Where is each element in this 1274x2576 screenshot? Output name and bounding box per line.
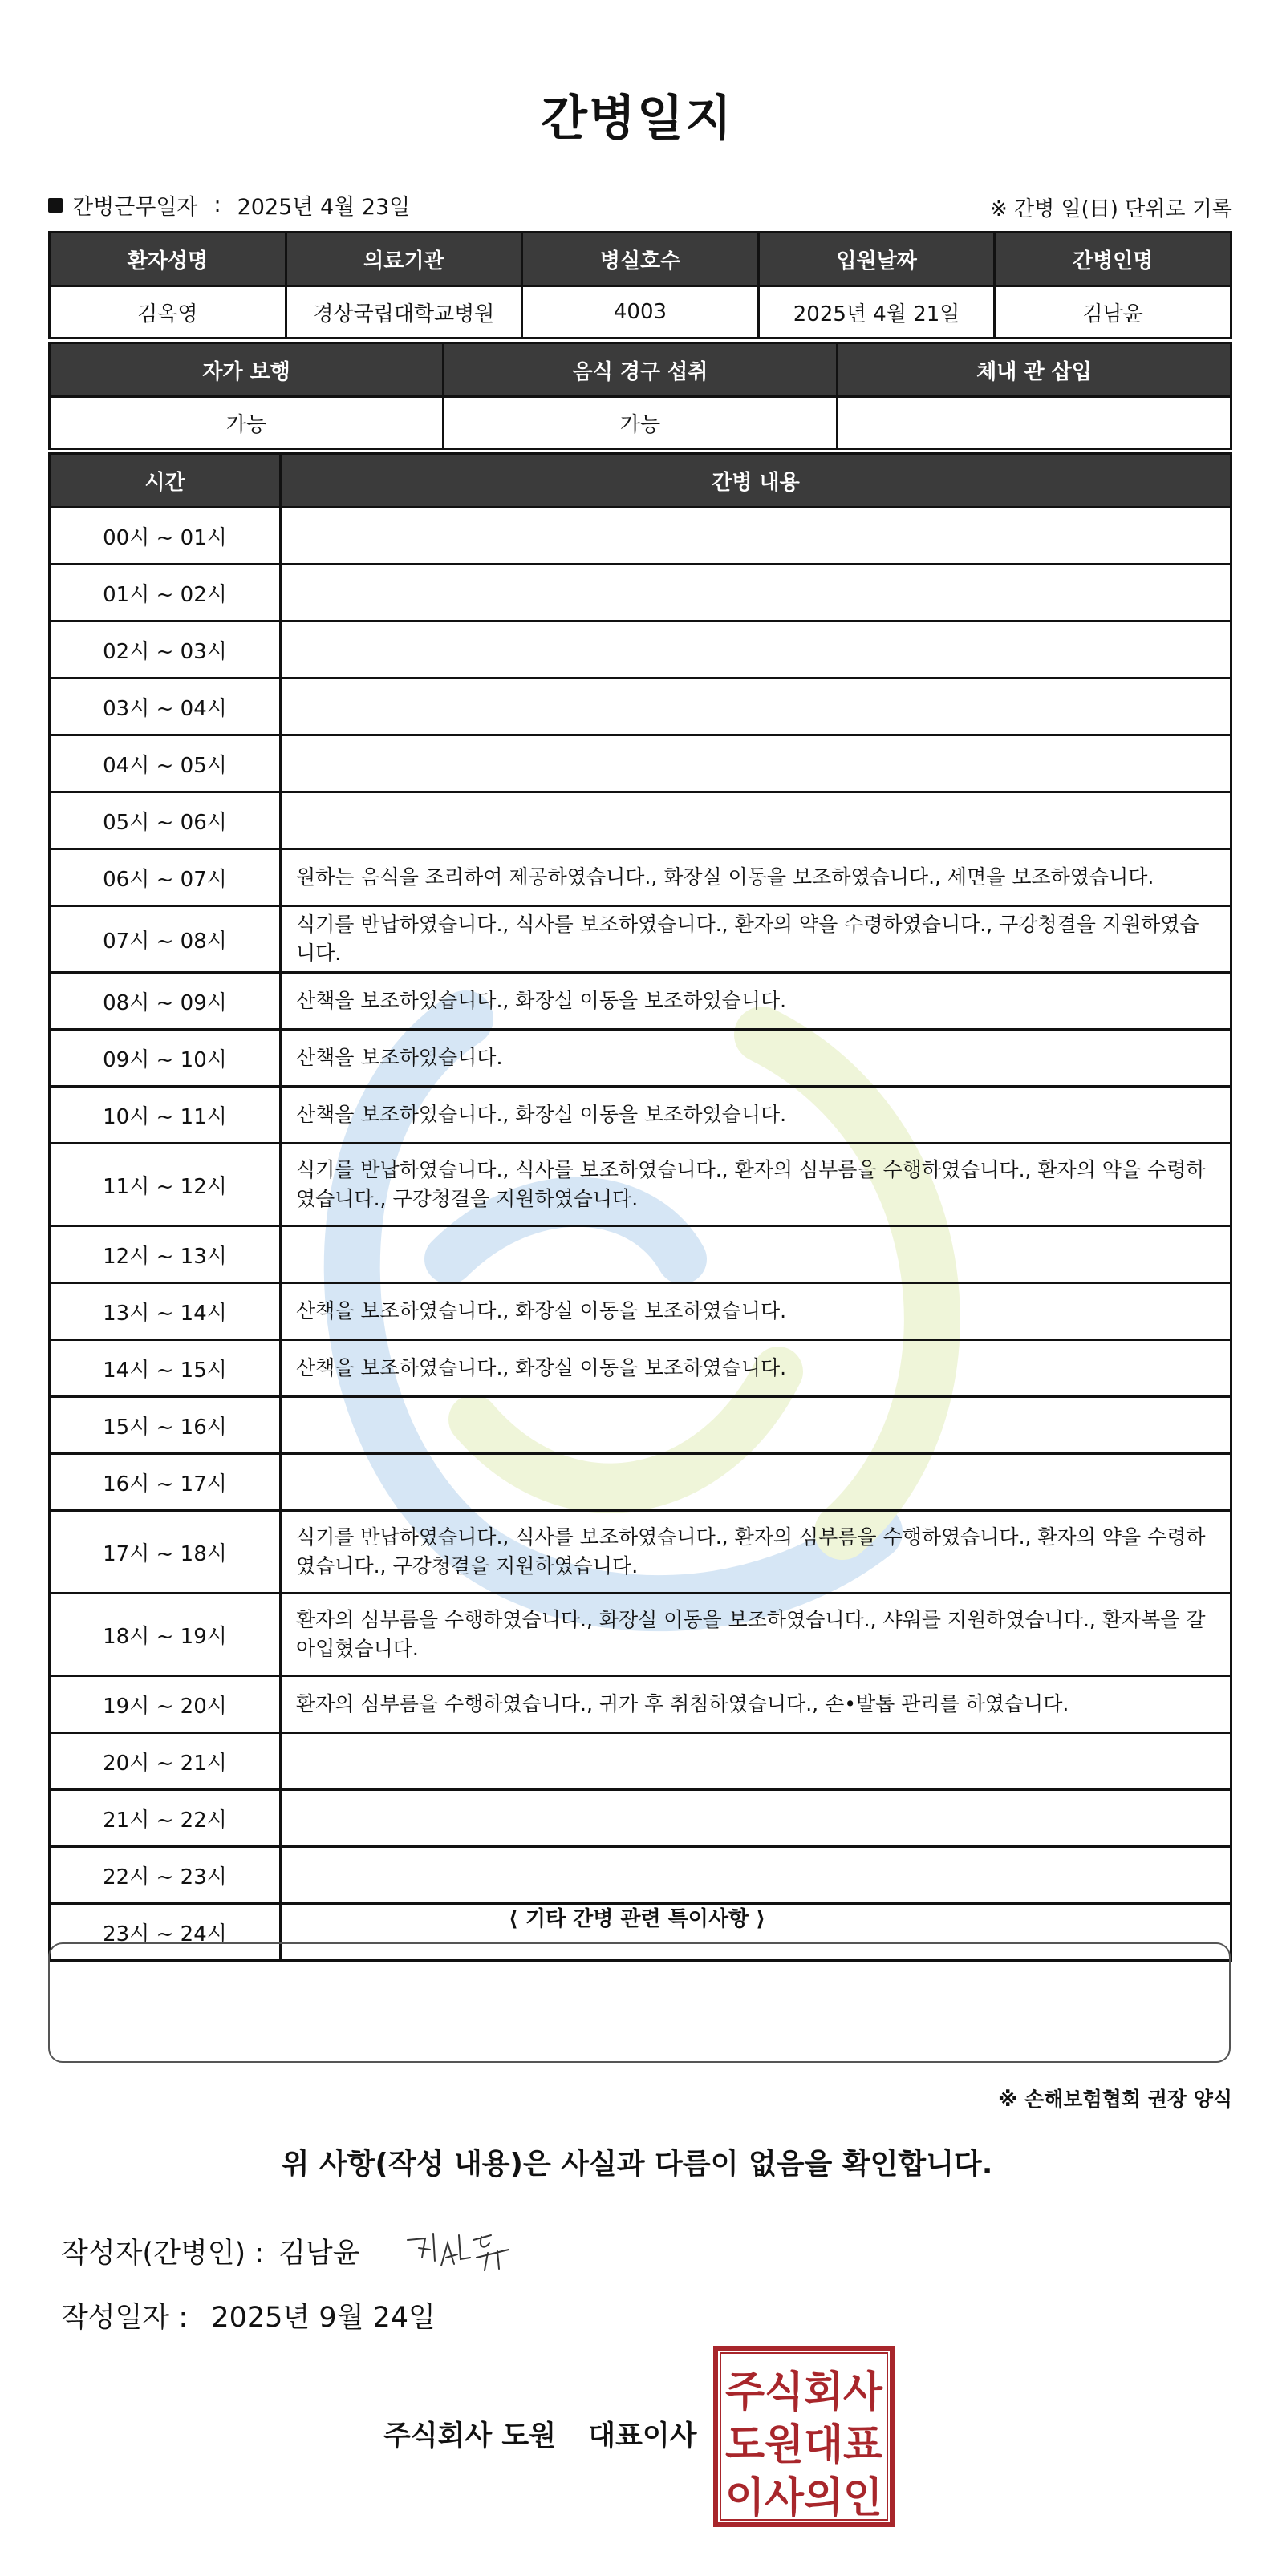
header-walking: 자가 보행 [50,343,444,397]
log-time: 10시 ~ 11시 [50,1087,281,1144]
log-content: 산책을 보조하였습니다., 화장실 이동을 보조하였습니다. [281,1283,1231,1340]
walking-status: 가능 [50,397,444,449]
table-row [50,792,1231,849]
tube-insertion-status [838,397,1231,449]
header-tube-insertion: 체내 관 삽입 [838,343,1231,397]
log-time: 13시 ~ 14시 [50,1283,281,1340]
log-time: 23시 ~ 24시 [50,1904,281,1961]
table-row [50,1790,1231,1847]
log-time: 12시 ~ 13시 [50,1226,281,1283]
log-time: 14시 ~ 15시 [50,1340,281,1397]
representative-title: 대표이사 [588,2420,697,2452]
confirmation-statement: 위 사항(작성 내용)은 사실과 다름이 없음을 확인합니다. [281,2148,993,2181]
log-content [281,622,1231,678]
log-content [281,1454,1231,1511]
log-content: 식기를 반납하였습니다., 식사를 보조하였습니다., 환자의 약을 수령하였습니다., 구강청결을 지원하였습니다. [281,906,1231,973]
log-content: 식기를 반납하였습니다., 식사를 보조하였습니다., 환자의 심부름을 수행하였습니다., 환자의 약을 수령하였습니다., 구강청결을 지원하였습니다. [281,1144,1231,1226]
log-time: 17시 ~ 18시 [50,1511,281,1594]
log-content: 산책을 보조하였습니다., 화장실 이동을 보조하였습니다. [281,1087,1231,1144]
table-row [50,1397,1231,1454]
header-patient-name: 환자성명 [50,233,286,286]
table-row [50,1511,1231,1594]
written-date-row [61,2295,436,2335]
table-row [50,1087,1231,1144]
log-content [281,1397,1231,1454]
page-title: 간병일지 [541,91,733,147]
log-time: 09시 ~ 10시 [50,1030,281,1087]
work-date-value: 2025년 4월 23일 [237,195,411,220]
company-name: 주식회사 도원 [383,2420,557,2452]
header-caregiver-name: 간병인명 [995,233,1231,286]
status-value-row [50,397,1231,449]
bullet-square-icon [48,198,63,213]
header-time: 시간 [50,454,281,508]
header-care-content: 간병 내용 [281,454,1231,508]
log-content [281,1733,1231,1790]
special-notes-title: ⟨ 기타 간병 관련 특이사항 ⟩ [508,1907,766,1931]
log-time: 16시 ~ 17시 [50,1454,281,1511]
log-content [281,1790,1231,1847]
table-row [50,565,1231,622]
table-row [50,1733,1231,1790]
log-content [281,1847,1231,1904]
table-row [50,1144,1231,1226]
room-number: 4003 [522,286,759,338]
status-header-row [50,343,1231,397]
writer-label: 작성자(간병인) : [61,2238,265,2270]
table-row [50,678,1231,735]
log-time: 15시 ~ 16시 [50,1397,281,1454]
table-row [50,1226,1231,1283]
table-row [50,1030,1231,1087]
work-date-row [48,189,410,221]
log-time: 19시 ~ 20시 [50,1676,281,1733]
log-content: 산책을 보조하였습니다. [281,1030,1231,1087]
log-time: 05시 ~ 06시 [50,792,281,849]
log-content: 환자의 심부름을 수행하였습니다., 귀가 후 취침하였습니다., 손•발톱 관리를 하였습니다. [281,1676,1231,1733]
table-row [50,735,1231,792]
writer-name: 김남윤 [278,2238,360,2270]
table-row [50,973,1231,1030]
seal-line-1: 주식회사 [725,2368,883,2416]
work-date-label: 간병근무일자 [72,195,198,220]
log-time: 00시 ~ 01시 [50,508,281,565]
log-content: 환자의 심부름을 수행하였습니다., 화장실 이동을 보조하였습니다., 샤워를 지원하였습니다., 환자복을 갈아입혔습니다. [281,1594,1231,1676]
table-row [50,849,1231,906]
table-row [50,1283,1231,1340]
log-time: 01시 ~ 02시 [50,565,281,622]
header-oral-intake: 음식 경구 섭취 [444,343,838,397]
care-log-table [48,452,1232,1962]
log-time: 21시 ~ 22시 [50,1790,281,1847]
log-time: 03시 ~ 04시 [50,678,281,735]
log-content [281,508,1231,565]
log-time: 06시 ~ 07시 [50,849,281,906]
table-row [50,1340,1231,1397]
log-content: 원하는 음식을 조리하여 제공하였습니다., 화장실 이동을 보조하였습니다., 세면을 보조하였습니다. [281,849,1231,906]
daily-record-note: ※ 간병 일(日) 단위로 기록 [989,197,1232,221]
patient-header-row [50,233,1231,286]
oral-intake-status: 가능 [444,397,838,449]
log-content [281,735,1231,792]
table-row [50,622,1231,678]
log-time: 11시 ~ 12시 [50,1144,281,1226]
log-time: 20시 ~ 21시 [50,1733,281,1790]
company-seal [712,2345,895,2528]
header-room-number: 병실호수 [522,233,759,286]
written-date-label: 작성일자 : [61,2302,189,2334]
work-date-separator: : [213,192,221,217]
table-row [50,508,1231,565]
log-content: 식기를 반납하였습니다., 식사를 보조하였습니다., 환자의 심부름을 수행하였습니다., 환자의 약을 수령하였습니다., 구강청결을 지원하였습니다. [281,1511,1231,1594]
log-content: 산책을 보조하였습니다., 화장실 이동을 보조하였습니다. [281,1340,1231,1397]
log-time: 08시 ~ 09시 [50,973,281,1030]
writer-row [61,2231,360,2271]
patient-name: 김옥영 [50,286,286,338]
log-content [281,678,1231,735]
seal-line-2: 도원대표 [725,2421,882,2469]
log-content: 산책을 보조하였습니다., 화장실 이동을 보조하였습니다. [281,973,1231,1030]
written-date-value: 2025년 9월 24일 [211,2302,436,2334]
header-hospital: 의료기관 [286,233,522,286]
log-header-row [50,454,1231,508]
log-time: 04시 ~ 05시 [50,735,281,792]
log-content [281,792,1231,849]
company-row [383,2414,696,2454]
patient-info-table [48,231,1232,339]
handwritten-signature [401,2226,521,2282]
log-time: 18시 ~ 19시 [50,1594,281,1676]
seal-line-3: 이사의인 [725,2474,882,2522]
table-row [50,1594,1231,1676]
patient-status-table [48,342,1232,450]
log-content [281,565,1231,622]
table-row [50,1676,1231,1733]
patient-value-row [50,286,1231,338]
admission-date: 2025년 4월 21일 [758,286,995,338]
hospital-name: 경상국립대학교병원 [286,286,522,338]
log-time: 07시 ~ 08시 [50,906,281,973]
table-row [50,1454,1231,1511]
header-admission-date: 입원날짜 [758,233,995,286]
table-row [50,906,1231,973]
log-time: 22시 ~ 23시 [50,1847,281,1904]
log-time: 02시 ~ 03시 [50,622,281,678]
recommendation-note: ※ 손해보험협회 권장 양식 [998,2088,1232,2111]
table-row [50,1847,1231,1904]
special-notes-box [48,1942,1231,2063]
log-content [281,1226,1231,1283]
caregiver-name: 김남윤 [995,286,1231,338]
